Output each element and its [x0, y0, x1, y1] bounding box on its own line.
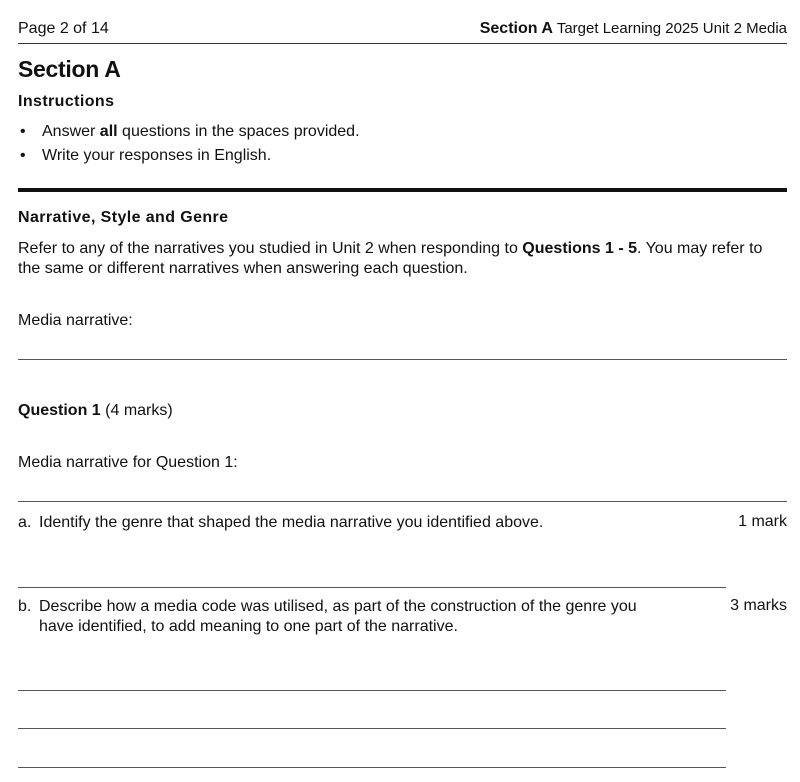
media-narrative-answer-line[interactable]	[18, 359, 787, 360]
instructions-list	[18, 121, 360, 169]
running-header	[480, 20, 787, 38]
intro-emphasis: Questions 1 - 5	[522, 240, 637, 257]
instruction-item	[18, 145, 360, 169]
section-title: Section A	[18, 56, 121, 82]
instruction-text: Write your responses in English.	[42, 147, 272, 164]
header-section-label: Section A	[479, 20, 553, 37]
part-letter: a.	[18, 514, 32, 531]
part-letter: b.	[18, 598, 32, 615]
part-text-line-1: Describe how a media code was utilised, as part of the construction of the genre you	[39, 598, 637, 615]
question-label: Question 1	[18, 402, 101, 419]
header-course: Target Learning 2025 Unit 2 Media	[556, 20, 787, 37]
bullet-icon: •	[20, 123, 26, 140]
media-narrative-label: Media narrative:	[18, 312, 133, 329]
instruction-emphasis: all	[99, 123, 118, 140]
question-1-narrative-answer-line[interactable]	[18, 501, 787, 502]
question-1a	[18, 513, 787, 533]
instruction-text: questions in the spaces provided.	[117, 123, 360, 140]
question-marks: (4 marks)	[105, 402, 173, 419]
question-1b	[18, 597, 708, 637]
narrative-intro	[18, 239, 778, 279]
instruction-item	[18, 121, 360, 145]
intro-text: . You may refer to the same or different narratives when answering each question.	[18, 240, 763, 277]
question-1a-marks: 1 mark	[738, 513, 787, 530]
instruction-text: Answer	[42, 123, 100, 140]
intro-text: Refer to any of the narratives you studied in Unit 2 when responding to	[18, 240, 523, 257]
question-1b-answer-line-2[interactable]	[18, 728, 726, 729]
page-number: Page 2 of 14	[18, 20, 109, 37]
narrative-heading: Narrative, Style and Genre	[18, 209, 229, 226]
question-1b-answer-line-1[interactable]	[18, 690, 726, 691]
question-1-narrative-label: Media narrative for Question 1:	[18, 454, 238, 471]
part-text-line-2: have identified, to add meaning to one part of the narrative.	[39, 618, 458, 635]
header-divider	[18, 43, 787, 44]
question-1b-answer-line-3[interactable]	[18, 767, 726, 768]
part-text: Identify the genre that shaped the media narrative you identified above.	[39, 514, 544, 531]
question-1b-marks: 3 marks	[730, 597, 787, 614]
question-1-heading	[18, 402, 173, 420]
instructions-heading: Instructions	[18, 93, 115, 110]
bullet-icon: •	[20, 147, 26, 164]
question-1a-answer-line[interactable]	[18, 587, 726, 588]
section-divider	[18, 188, 787, 192]
